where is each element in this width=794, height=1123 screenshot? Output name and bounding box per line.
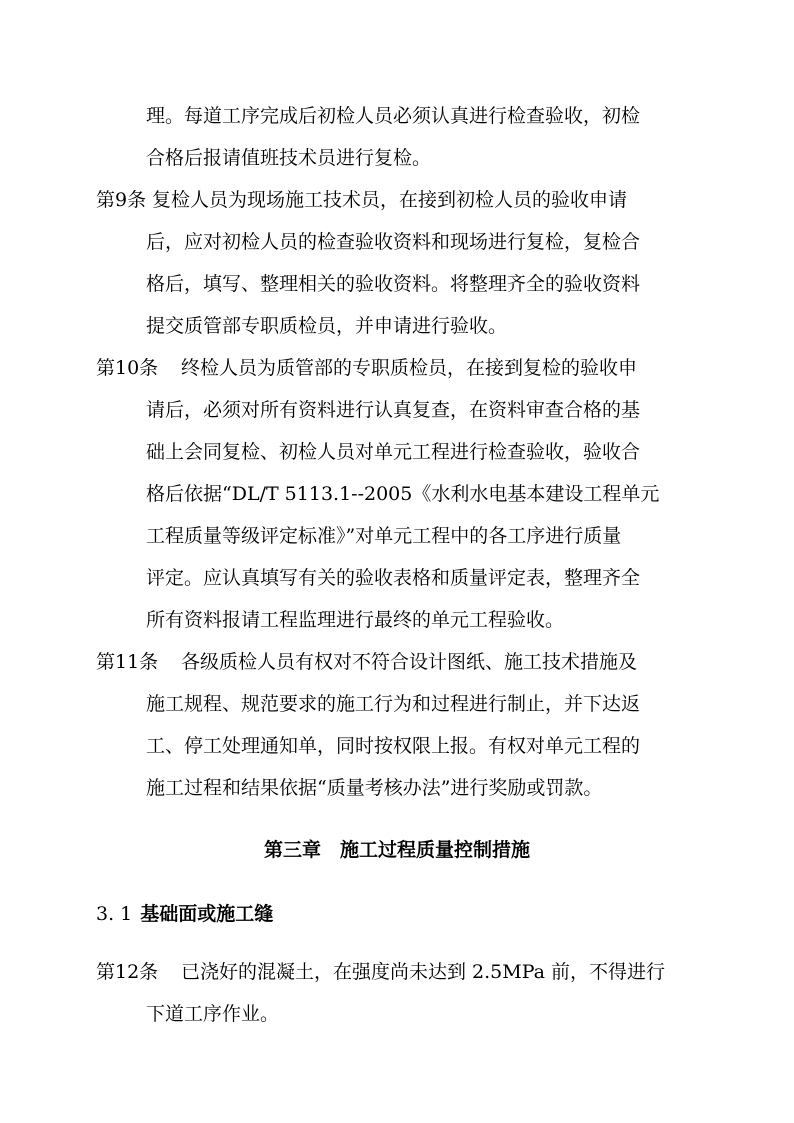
article-10-line: 请后，必须对所有资料进行认真复查，在资料审查合格的基 (146, 399, 641, 421)
article-11-line: 施工规程、规范要求的施工行为和过程进行制止，并下达返 (146, 693, 641, 715)
article-9-line: 后，应对初检人员的检查验收资料和现场进行复检，复检合 (146, 231, 641, 253)
article-11-line: 各级质检人员有权对不符合设计图纸、施工技术措施及 (181, 651, 638, 673)
article-12-line: 下道工序作业。 (146, 1003, 280, 1025)
paragraph-line: 合格后报请值班技术员进行复检。 (146, 147, 432, 169)
article-10-line: 格后依据“DL/T 5113.1--2005《水利水电基本建设工程单元 (146, 483, 660, 505)
section-heading (96, 902, 273, 926)
article-9-line: 格后，填写、整理相关的验收资料。将整理齐全的验收资料 (146, 273, 641, 295)
article-10-label: 第10条 (96, 357, 159, 379)
chapter-heading: 第三章 施工过程质量控制措施 (263, 839, 530, 861)
paragraph-line: 理。每道工序完成后初检人员必须认真进行检查验收，初检 (146, 105, 641, 127)
article-9-line: 复检人员为现场施工技术员，在接到初检人员的验收申请 (152, 189, 628, 211)
section-number: 3. 1 (96, 903, 133, 925)
article-11-line: 施工过程和结果依据“质量考核办法”进行奖励或罚款。 (146, 777, 603, 799)
section-title: 基础面或施工缝 (140, 903, 274, 925)
article-11-label: 第11条 (96, 651, 159, 673)
article-9-line: 提交质管部专职质检员，并申请进行验收。 (146, 315, 508, 337)
article-10-line: 评定。应认真填写有关的验收表格和质量评定表，整理齐全 (146, 567, 641, 589)
article-12-line: 已浇好的混凝土，在强度尚未达到 2.5MPa 前，不得进行 (181, 961, 666, 983)
article-10-line: 工程质量等级评定标准》”对单元工程中的各工序进行质量 (146, 525, 622, 547)
article-11-line: 工、停工处理通知单，同时按权限上报。有权对单元工程的 (146, 735, 641, 757)
article-10-line: 终检人员为质管部的专职质检员，在接到复检的验收申 (181, 357, 638, 379)
article-9-label: 第9条 (96, 189, 147, 211)
article-10-line: 础上会同复检、初检人员对单元工程进行检查验收，验收合 (146, 441, 641, 463)
article-10-line: 所有资料报请工程监理进行最终的单元工程验收。 (146, 609, 565, 631)
article-12-label: 第12条 (96, 961, 159, 983)
